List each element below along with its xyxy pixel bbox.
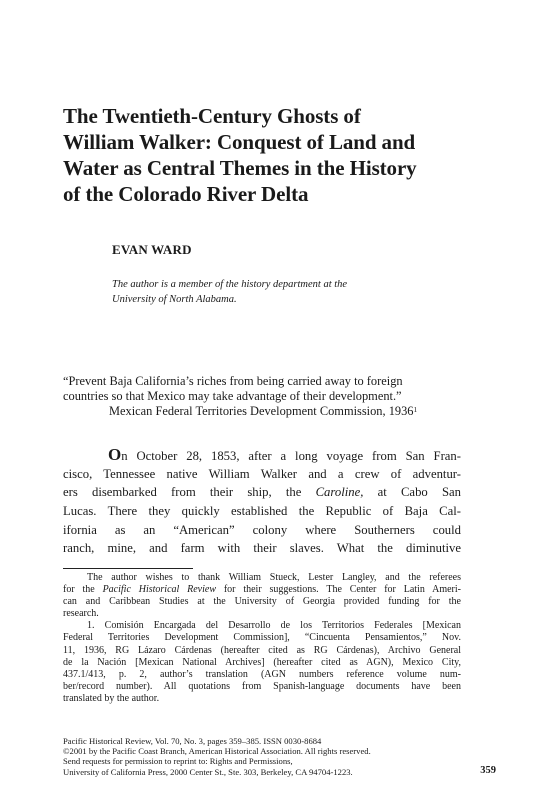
body-line: Lucas. There they quickly established the Republic of Baja Cal- (63, 504, 461, 519)
footnote-line: 11, 1936, RG Lázaro Cárdenas (hereafter cited as RG Cárdenas), Archivo General (63, 644, 461, 656)
footnote-line: The author wishes to thank William Stueck, Lester Langley, and the referees (87, 572, 461, 583)
footnote-line: ber/record number). All quotations from Spanish-language documents have been (63, 680, 461, 692)
footnote-line: research. (63, 608, 99, 620)
drop-cap: O (108, 446, 122, 464)
article-title (63, 103, 483, 207)
footnote-marker: 1 (413, 404, 418, 414)
epigraph-quote-line: countries so that Mexico may take advantage of their development.” (63, 388, 402, 403)
journal-name: Pacific Historical Review (102, 584, 216, 596)
footnote-line: de la Nación [Mexican National Archives] (hereafter cited as AGN), Mexico City, (63, 656, 461, 668)
footnote-divider (63, 568, 193, 569)
page-number: 359 (480, 765, 496, 776)
affiliation-line: The author is a member of the history department at the (112, 279, 348, 290)
ship-name: Caroline, (315, 485, 364, 500)
publication-line: ©2001 by the Pacific Coast Branch, American Historical Association. All rights reserved. (63, 746, 371, 757)
body-line (63, 483, 461, 502)
title-line: Water as Central Themes in the History (63, 156, 417, 180)
footnotes (63, 572, 461, 705)
epigraph-attribution (63, 404, 463, 419)
attribution-text: Mexican Federal Territories Development Commission, 1936 (109, 403, 414, 418)
publication-info (63, 736, 463, 777)
body-line (63, 446, 461, 465)
body-line: ifornia as an “American” colony where Southerners could (63, 522, 461, 537)
footnote-line: 1. Comisión Encargada del Desarrollo de los Territorios Federales [Mexican (87, 620, 461, 632)
footnote-text: for their suggestions. The Center for Latin Ameri- (216, 584, 461, 596)
footnote-line: 437.1/413, p. 2, author’s translation (AGN numbers reference volume num- (63, 668, 461, 680)
footnote-line: translated by the author. (63, 692, 160, 704)
body-line-text: ers disembarked from their ship, the (63, 485, 316, 500)
publication-line: University of California Press, 2000 Center St., Ste. 303, Berkeley, CA 94704-1223. (63, 766, 353, 777)
author-name: EVAN WARD (112, 242, 192, 257)
footnote-line (63, 584, 461, 596)
affiliation-line: University of North Alabama. (112, 294, 237, 305)
title-line: The Twentieth-Century Ghosts of (63, 104, 361, 128)
body-text (63, 446, 461, 558)
author-affiliation (112, 277, 412, 307)
title-line: of the Colorado River Delta (63, 182, 309, 206)
title-line: William Walker: Conquest of Land and (63, 130, 416, 154)
footnote-text: for the (63, 584, 103, 596)
body-line-text: n October 28, 1853, after a long voyage from San Fran- (121, 449, 461, 463)
footnote-line: can and Caribbean Studies at the University of Georgia provided funding for the (63, 596, 461, 608)
body-line-text: at Cabo San (363, 485, 461, 500)
publication-line: Pacific Historical Review, Vol. 70, No. 3, pages 359–385. ISSN 0030-8684 (63, 736, 322, 746)
body-line: ranch, mine, and farm with their slaves. What the diminutive (63, 541, 461, 556)
publication-line: Send requests for permission to reprint to: Rights and Permissions, (63, 756, 293, 767)
epigraph (63, 374, 463, 418)
epigraph-quote-line: “Prevent Baja California’s riches from being carried away to foreign (63, 374, 403, 388)
body-line: cisco, Tennessee native William Walker and a crew of adventur- (63, 466, 461, 481)
footnote-line: Federal Territories Development Commission], “Cincuenta Pensamientos,” Nov. (63, 632, 461, 644)
